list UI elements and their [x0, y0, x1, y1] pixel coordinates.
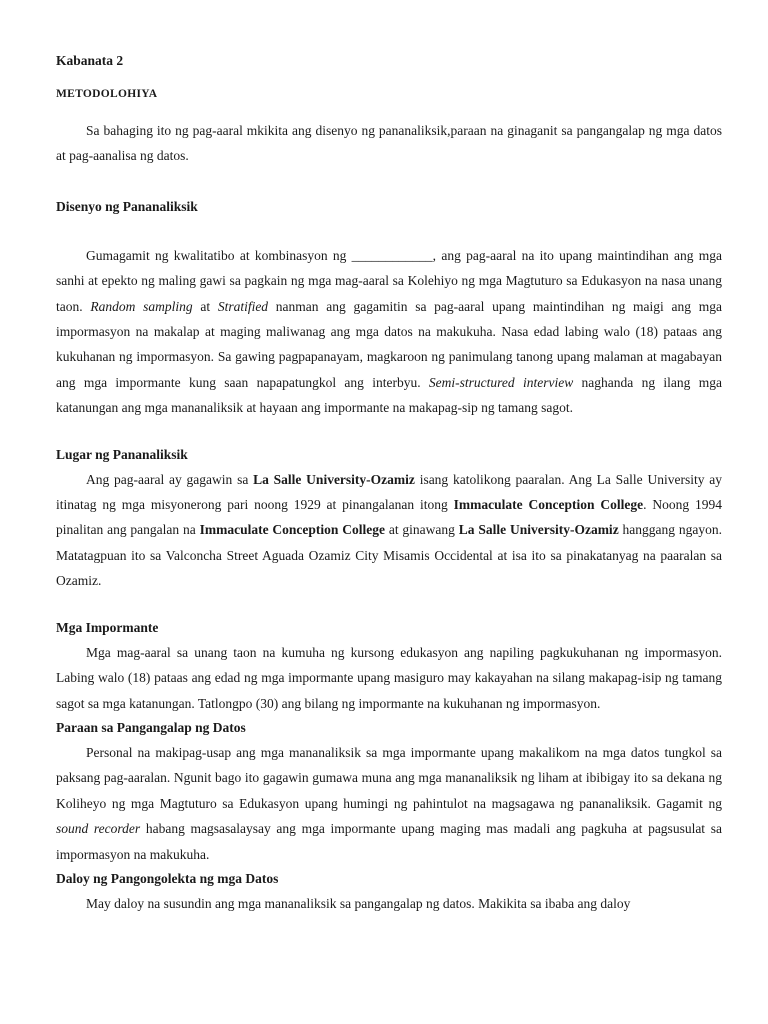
heading-lugar: Lugar ng Pananaliksik: [56, 446, 188, 462]
section-methodology: METODOLOHIYA: [56, 88, 158, 100]
heading-paraan: Paraan sa Pangangalap ng Datos: [56, 719, 246, 735]
heading-daloy: Daloy ng Pangongolekta ng mga Datos: [56, 870, 279, 886]
paraan-paragraph: Personal na makipag-usap ang mga mananaliksik sa mga impormante upang makalikom na mga datos tungkol sa paksang pag-aaralan. Ngunit bago ito gagawin gumawa muna ang mga mananaliksik ng liham at ibibigay ito sa dekana ng Koliheyo ng mga Magtuturo sa Edukasyon upang humingi ng pahintulot na magsagawa ng pananaliksik. Gagamit ng sound recorder habang magsasalaysay ang mga impormante upang maging mas madali ang pagkuha at pagsusulat sa impormasyon na makukuha.: [56, 744, 722, 862]
term-semi-structured: Semi-structured interview: [428, 374, 574, 390]
document-page: [56, 52, 722, 916]
term-stratified: Stratified: [217, 298, 269, 314]
heading-impormante: Mga Impormante: [56, 619, 159, 635]
lugar-paragraph: Ang pag-aaral ay gagawin sa La Salle University-Ozamiz isang katolikong paaralan. Ang La Salle University ay itinatag ng mga misyonerong pari noong 1929 at pinangalanan itong Immaculate Conception College. Noong 1994 pinalitan ang pangalan na Immaculate Conception College at ginawang La Salle University-Ozamiz hanggang ngayon. Matatagpuan ito sa Valconcha Street Aguada Ozamiz City Misamis Occidental at isa ito sa pinakatanyag na paaralan sa Ozamiz.: [56, 471, 722, 589]
name-lsu-ozamiz-2: La Salle University-Ozamiz: [458, 522, 619, 538]
heading-disenyo: Disenyo ng Pananaliksik: [56, 198, 198, 214]
name-icc-2: Immaculate Conception College: [199, 522, 385, 538]
name-lsu-ozamiz: La Salle University-Ozamiz: [253, 471, 415, 487]
impormante-paragraph: Mga mag-aaral sa unang taon na kumuha ng kursong edukasyon ang napiling pagkukuhanan ng impormasyon. Labing walo (18) pataas ang edad ng mga impormante upang masiguro may kakayahan na silang makapag-isip ng tamang sagot sa mga katanungan. Tatlongpo (30) ang bilang ng impormante na kukuhanan ng impormasyon.: [56, 644, 722, 711]
intro-paragraph: Sa bahaging ito ng pag-aaral mkikita ang disenyo ng pananaliksik,paraan na ginaganit sa pangangalap ng mga datos at pag-aanalisa ng datos.: [56, 123, 722, 164]
chapter-title: Kabanata 2: [56, 53, 124, 68]
name-icc: Immaculate Conception College: [453, 497, 644, 513]
disenyo-paragraph: Gumagamit ng kwalitatibo at kombinasyon ng ____________, ang pag-aaral na ito upang maintindihan ang mga sanhi at epekto ng maling gawi sa pagkain ng mga mag-aaral sa Kolehiyo ng mga Magtuturo sa Edukasyon na nasa unang taon. Random sampling at Stratified nanman ang gagamitin sa pag-aaral upang maintindihan ng maigi ang mga impormasyon na makalap at maging maliwanag ang mga datos na makukuha. Nasa edad labing walo (18) pataas ang kukuhanan ng impormasyon. Sa gawing pagpapanayam, magkaroon ng panimulang tanong upang malaman at magabayan ang mga impormante kung saan napapatungkol ang interbyu. Semi-structured interview naghanda ng ilang mga katanungan ang mga mananaliksik at hayaan ang impormante na makapag-sip ng tamang sagot.: [56, 247, 722, 416]
term-random-sampling: Random sampling: [90, 298, 193, 314]
term-sound-recorder: sound recorder: [56, 821, 141, 837]
daloy-paragraph: May daloy na susundin ang mga mananaliksik sa pangangalap ng datos. Makikita sa ibaba ang daloy: [86, 895, 631, 911]
